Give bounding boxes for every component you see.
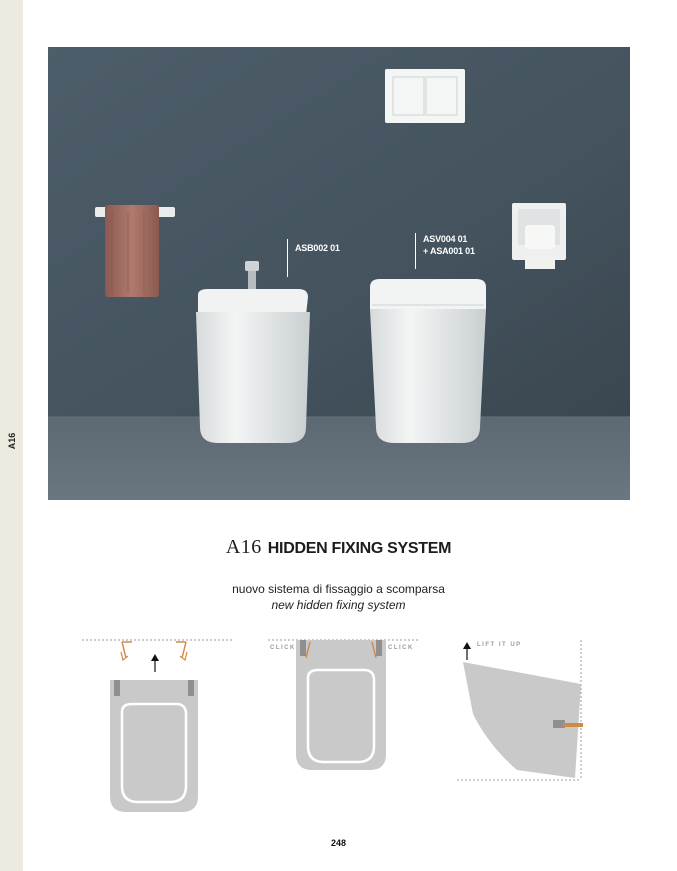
bidet-code-label: ASB002 01 [295, 243, 340, 253]
side-tab-label: A16 [7, 432, 17, 450]
side-tab-strip [0, 0, 23, 871]
fixing-step-3-diagram [455, 636, 587, 784]
wc-code-label-line1: ASV004 01 [423, 234, 468, 244]
wc-code-leader [415, 233, 416, 269]
fixing-step-1-diagram [80, 636, 236, 816]
fixing-step-2-diagram [266, 636, 422, 776]
paper-holder [512, 203, 566, 269]
bidet-code-leader [287, 239, 288, 277]
wc-code-label-line2: + ASA001 01 [423, 246, 475, 256]
subtitle-italian: nuovo sistema di fissaggio a scomparsa [232, 582, 445, 596]
series-name: A16 [225, 536, 262, 558]
click-left-label: CLICK [270, 645, 296, 651]
toilet [370, 279, 486, 443]
section-heading [0, 536, 677, 559]
subtitle-english: new hidden fixing system [271, 598, 406, 612]
product-photo [48, 47, 630, 500]
click-right-label: CLICK [388, 645, 414, 651]
floor [48, 417, 630, 500]
lift-label: LIFT IT UP [477, 642, 522, 648]
bathroom-scene-illustration [48, 47, 630, 500]
flush-plate [385, 69, 465, 123]
page-number: 248 [330, 838, 347, 848]
page-title: HIDDEN FIXING SYSTEM [267, 540, 452, 557]
